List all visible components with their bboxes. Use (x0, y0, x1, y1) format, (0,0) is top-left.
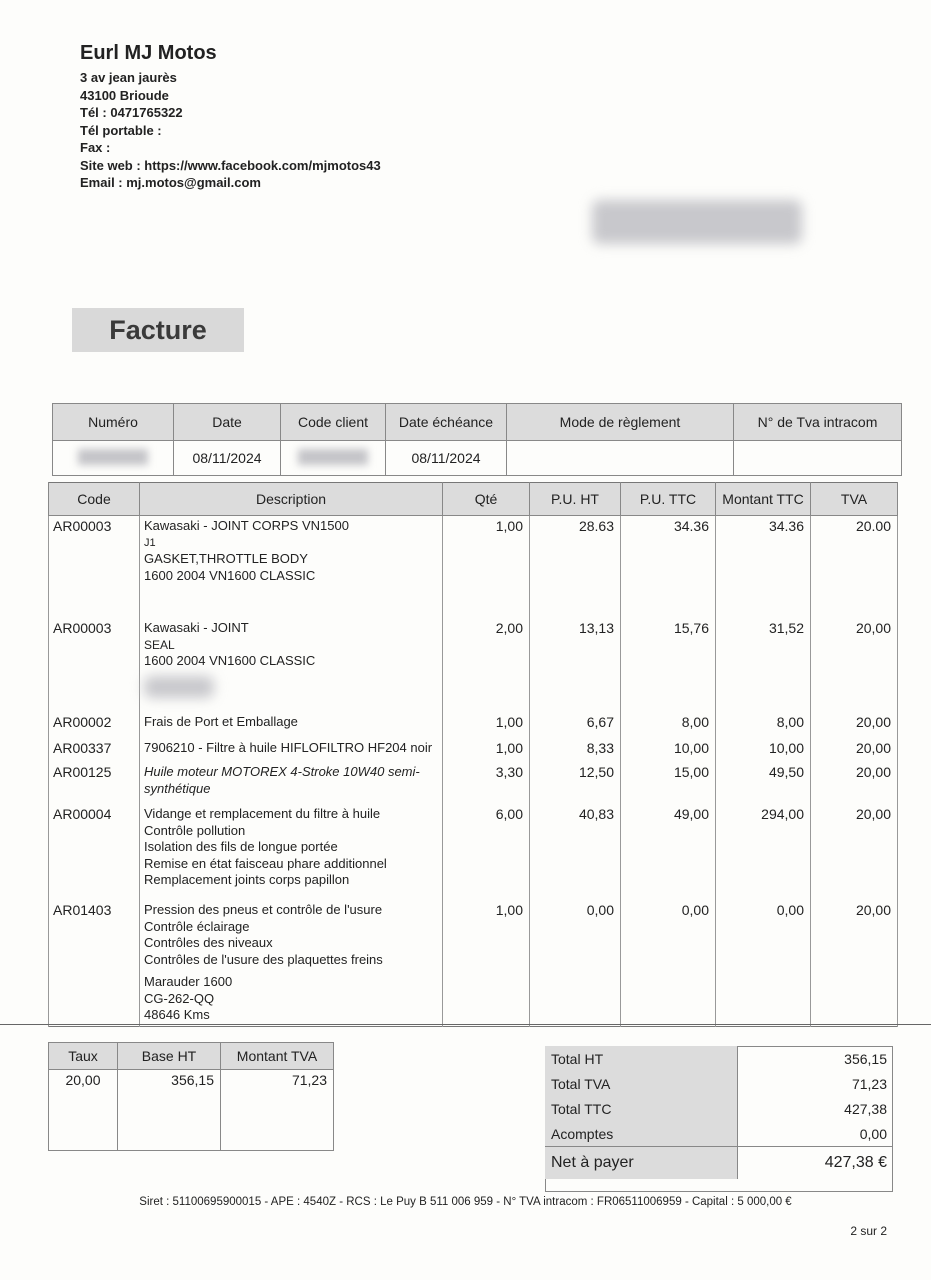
table-row: AR00003 Kawasaki - JOINT SEAL 1600 2004 VN1600 CLASSIC 2,00 13,13 15,76 31,52 20,00 (49, 618, 898, 712)
total-tva-value: 71,23 (851, 1075, 887, 1092)
vehicle-mileage: 48646 Kms (144, 1007, 210, 1022)
company-website: Site web : https://www.facebook.com/mjmotos43 (80, 157, 381, 173)
vat-amount: 71,23 (221, 1070, 334, 1151)
legal-footer: Siret : 51100695900015 - APE : 4540Z - RCS : Le Puy B 511 006 959 - N° TVA intracom : FR06511006959 - Capital : 5 000,00 € (139, 1196, 792, 1208)
header-mode-reglement: Mode de règlement (507, 404, 734, 441)
header-code-client: Code client (281, 404, 386, 441)
header-date-echeance: Date échéance (386, 404, 507, 441)
col-qty: Qté (443, 483, 530, 516)
company-mobile: Tél portable : (80, 122, 162, 138)
acomptes-value: 0,00 (859, 1125, 887, 1142)
table-row: AR00002 Frais de Port et Emballage 1,00 6,67 8,00 8,00 20,00 (49, 712, 898, 738)
page-number: 2 sur 2 (850, 1224, 887, 1238)
divider (0, 1024, 931, 1025)
vat-breakdown-table (48, 1042, 334, 1151)
total-tva-label: Total TVA (545, 1071, 738, 1096)
vat-intracom (734, 441, 902, 476)
vat-rate: 20,00 (49, 1070, 118, 1151)
col-code: Code (49, 483, 140, 516)
company-fax: Fax : (80, 140, 111, 155)
due-date: 08/11/2024 (386, 441, 507, 476)
invoice-number-redacted (53, 441, 174, 476)
invoice-date: 08/11/2024 (174, 441, 281, 476)
company-address-2: 43100 Brioude (80, 87, 169, 103)
col-pu-ht: P.U. HT (530, 483, 621, 516)
header-tva-intracom: N° de Tva intracom (734, 404, 902, 441)
document-title: Facture (72, 308, 244, 352)
acomptes-label: Acomptes (545, 1121, 738, 1147)
payment-mode (507, 441, 734, 476)
vehicle-model: Marauder 1600 (144, 974, 233, 989)
invoice-lines-table (48, 482, 898, 1027)
totals-table (545, 1046, 893, 1179)
company-name: Eurl MJ Motos (80, 42, 217, 64)
vat-base: 356,15 (118, 1070, 221, 1151)
header-numero: Numéro (53, 404, 174, 441)
company-address-1: 3 av jean jaurès (80, 70, 177, 85)
client-code-redacted (281, 441, 386, 476)
net-value: 427,38 € (738, 1147, 894, 1180)
redacted-reference (144, 676, 214, 698)
col-montant-ttc: Montant TTC (716, 483, 811, 516)
total-ttc-value: 427,38 (844, 1100, 887, 1117)
vat-col-rate: Taux (49, 1043, 118, 1070)
invoice-info-table (52, 403, 902, 476)
company-header (80, 42, 381, 192)
col-pu-ttc: P.U. TTC (621, 483, 716, 516)
col-description: Description (140, 483, 443, 516)
net-label: Net à payer (545, 1147, 738, 1180)
company-phone: Tél : 0471765322 (80, 105, 183, 120)
total-ttc-label: Total TTC (545, 1096, 738, 1121)
company-email: Email : mj.motos@gmail.com (80, 175, 261, 190)
total-ht-value: 356,15 (844, 1050, 887, 1067)
vat-col-amount: Montant TVA (221, 1043, 334, 1070)
table-row: AR00003 Kawasaki - JOINT CORPS VN1500 J1 GASKET,THROTTLE BODY 1600 2004 VN1600 CLASSIC 1,00 28.63 34.36 34.36 20.00 (49, 516, 898, 619)
header-date: Date (174, 404, 281, 441)
vat-col-base: Base HT (118, 1043, 221, 1070)
table-row: AR00125 Huile moteur MOTOREX 4-Stroke 10W40 semi- synthétique 3,30 12,50 15,00 49,50 20,00 (49, 762, 898, 804)
redacted-customer-address (592, 200, 802, 244)
total-ht-label: Total HT (545, 1046, 738, 1071)
table-row: AR00004 Vidange et remplacement du filtre à huile Contrôle pollution Isolation des fils de longue portée Remise en état faisceau phare additionnel Remplacement joints corps papillon 6,00 40,83 49,00 294,00 20,00 (49, 804, 898, 900)
table-row: AR01403 Pression des pneus et contrôle de l'usure Contrôle éclairage Contrôles des niveaux Contrôles de l'usure des plaquettes freins Marauder 1600 CG-262-QQ 48646 Kms 1,00 0,00 0,00 0,00 20,00 (49, 900, 898, 1026)
col-tva: TVA (811, 483, 898, 516)
table-row: AR00337 7906210 - Filtre à huile HIFLOFILTRO HF204 noir 1,00 8,33 10,00 10,00 20,00 (49, 738, 898, 762)
vehicle-plate: CG-262-QQ (144, 990, 215, 1006)
